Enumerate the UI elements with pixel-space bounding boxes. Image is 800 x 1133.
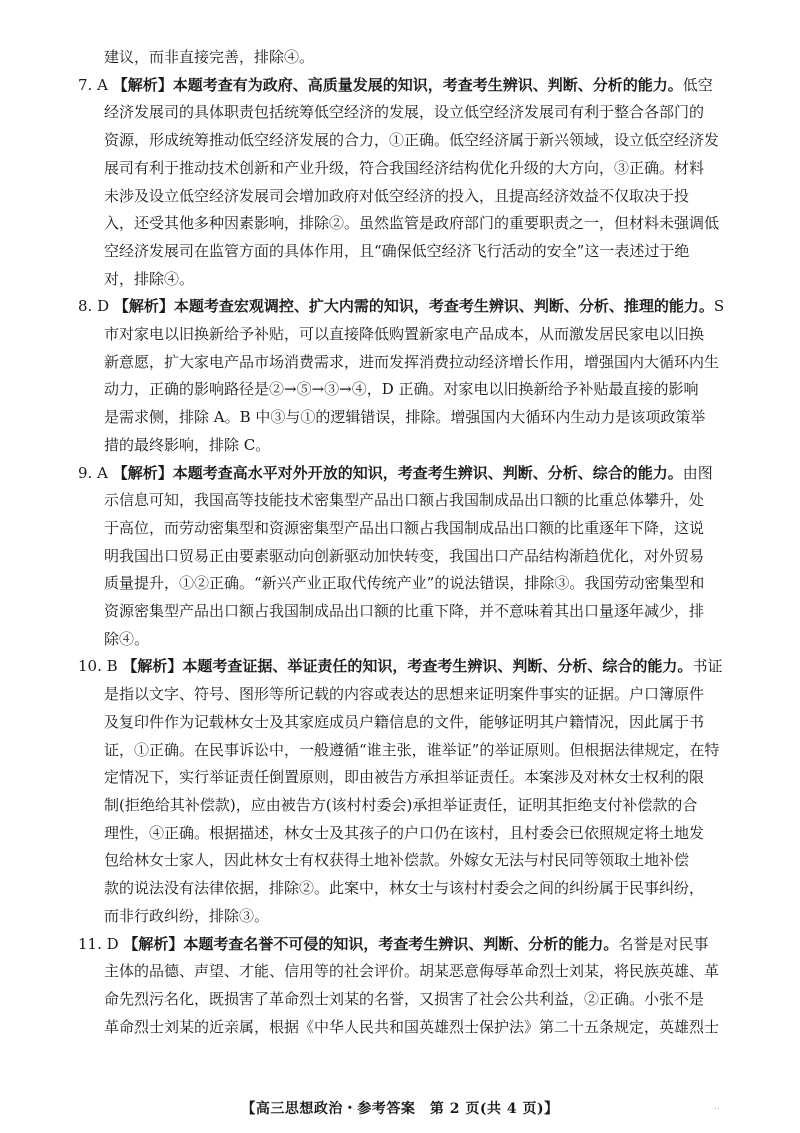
text-line — [78, 210, 726, 238]
text-line — [78, 376, 726, 404]
corner-mark: .. — [714, 1102, 720, 1112]
line-text: 展司有利于推动技术创新和产业升级，符合我国经济结构优化升级的大方向，③正确。材料 — [104, 158, 705, 177]
text-line — [78, 903, 726, 931]
line-text: 名誉是对民事 — [618, 934, 709, 953]
line-text: 书证 — [692, 657, 723, 676]
text-line — [78, 847, 726, 875]
analysis-heading: 【解析】本题考查宏观调控、扩大内需的知识，考查考生辨识、判断、分析、推理的能力。 — [113, 297, 714, 316]
text-line — [78, 349, 726, 377]
line-text: 款的说法没有法律依据，排除②。此案中，林女士与该村村委会之间的纠纷属于民事纠纷， — [104, 879, 705, 898]
line-text: 新意愿，扩大家电产品市场消费需求，进而发挥消费拉动经济增长作用，增强国内大循环内生 — [104, 352, 720, 371]
text-line — [78, 875, 726, 903]
line-text: 命先烈污名化，既损害了革命烈士刘某的名誉，又损害了社会公共利益，②正确。小张不是 — [104, 989, 705, 1008]
line-text: 及复印件作为记载林女士及其家庭成员户籍信息的文件，能够证明其户籍情况，因此属于书 — [104, 712, 705, 731]
text-line — [78, 598, 726, 626]
text-line — [78, 155, 726, 183]
line-text: 是需求侧，排除 A。B 中③与①的逻辑错误，排除。增强国内大循环内生动力是该项政策举 — [104, 408, 706, 427]
line-text: 动力，正确的影响路径是②→⑤→③→④，D 正确。对家电以旧换新给予补贴最直接的影响 — [104, 380, 699, 399]
line-text: 对，排除④。 — [104, 269, 195, 288]
line-text: 资源，形成统筹推动低空经济发展的合力，①正确。低空经济属于新兴领域，设立低空经济发 — [104, 131, 720, 150]
text-line — [78, 321, 726, 349]
question-answer: 11. D — [78, 934, 124, 953]
text-line — [78, 183, 726, 211]
analysis-heading: 【解析】本题考查名誉不可侵的知识，考查考生辨识、判断、分析的能力。 — [123, 934, 619, 953]
question-answer: 8. D — [78, 297, 114, 316]
analysis-heading: 【解析】本题考查有为政府、高质量发展的知识，考查考生辨识、判断、分析的能力。 — [112, 75, 683, 94]
text-line — [78, 1014, 726, 1042]
line-text: 主体的品德、声望、才能、信用等的社会评价。胡某恶意侮辱革命烈士刘某，将民族英雄、革 — [104, 962, 720, 981]
question-line — [78, 460, 726, 488]
question-answer: 7. A — [78, 75, 113, 94]
line-text: 质量提升，①②正确。“新兴产业正取代传统产业”的说法错误，排除③。我国劳动密集型和 — [104, 574, 705, 593]
line-text: 由图 — [682, 463, 713, 482]
text-line — [78, 432, 726, 460]
text-line — [78, 986, 726, 1014]
question-line — [78, 931, 726, 959]
text-line — [78, 570, 726, 598]
line-text: 证，①正确。在民事诉讼中，一般遵循“谁主张，谁举证”的举证原则。但根据法律规定，在特 — [104, 740, 720, 759]
question-line — [78, 72, 726, 100]
line-text: 除④。 — [104, 629, 150, 648]
text-line — [78, 626, 726, 654]
question-line — [78, 293, 726, 321]
line-text: 于高位，而劳动密集型和资源密集型产品出口额占我国制成品出口额的比重逐年下降，这说 — [104, 518, 705, 537]
text-line — [78, 238, 726, 266]
line-text: 理性，④正确。根据描述，林女士及其孩子的户口仍在该村，且村委会已依照规定将土地发 — [104, 823, 705, 842]
line-text: S — [713, 297, 725, 316]
line-text: 经济发展司的具体职责包括统筹低空经济的发展，设立低空经济发展司有利于整合各部门的 — [104, 103, 705, 122]
line-text: 革命烈士刘某的近亲属，根据《中华人民共和国英雄烈士保护法》第二十五条规定，英雄烈士 — [104, 1017, 720, 1036]
question-answer: 9. A — [78, 463, 113, 482]
text-line — [78, 737, 726, 765]
text-line — [78, 764, 726, 792]
text-line — [78, 792, 726, 820]
analysis-heading: 【解析】本题考查高水平对外开放的知识，考查考生辨识、判断、分析、综合的能力。 — [112, 463, 683, 482]
question-line — [78, 653, 726, 681]
answer-content — [78, 44, 726, 1041]
text-line — [78, 681, 726, 709]
text-line — [78, 99, 726, 127]
text-line — [78, 709, 726, 737]
line-text: 是指以文字、符号、图形等所记载的内容或表达的思想来证明案件事实的证据。户口簿原件 — [104, 685, 705, 704]
line-text: 定情况下，实行举证责任倒置原则，即由被告方承担举证责任。本案涉及对林女士权利的限 — [104, 768, 705, 787]
line-text: 包给林女士家人，因此林女士有权获得土地补偿款。外嫁女无法与村民同等领取土地补偿 — [104, 851, 690, 870]
line-text: 未涉及设立低空经济发展司会增加政府对低空经济的投入，且提高经济效益不仅取决于投 — [104, 186, 690, 205]
line-text: 而非行政纠纷，排除③。 — [104, 906, 270, 925]
text-line — [78, 958, 726, 986]
line-text: 空经济发展司在监管方面的具体作用，且“确保低空经济飞行活动的安全”这一表述过于绝 — [104, 241, 690, 260]
text-line — [78, 127, 726, 155]
line-text: 市对家电以旧换新给予补贴，可以直接降低购置新家电产品成本，从而激发居民家电以旧换 — [104, 325, 705, 344]
analysis-heading: 【解析】本题考查证据、举证责任的知识，考查考生辨识、判断、分析、综合的能力。 — [122, 657, 693, 676]
text-line — [78, 487, 726, 515]
text-line — [78, 266, 726, 294]
line-text: 措的最终影响，排除 C。 — [104, 435, 271, 454]
line-text: 资源密集型产品出口额占我国制成品出口额的比重下降，并不意味着其出口量逐年减少，排 — [104, 602, 705, 621]
text-line — [78, 820, 726, 848]
line-text: 制(拒绝给其补偿款)，应由被告方(该村村委会)承担举证责任，证明其拒绝支付补偿款的合 — [104, 795, 698, 814]
text-line — [78, 404, 726, 432]
line-text: 明我国出口贸易正由要素驱动向创新驱动加快转变，我国出口产品结构渐趋优化，对外贸易 — [104, 546, 705, 565]
line-text: 示信息可知，我国高等技能技术密集型产品出口额占我国制成品出口额的比重总体攀升，处 — [104, 491, 705, 510]
page-footer: 【高三思想政治・参考答案 第 2 页(共 4 页)】 — [241, 1101, 559, 1117]
line-text: 建议，而非直接完善，排除④。 — [104, 48, 315, 66]
line-text: 低空 — [682, 75, 713, 94]
line-text: 入，还受其他多种因素影响，排除②。虽然监管是政府部门的重要职责之一，但材料未强调低 — [104, 214, 720, 233]
question-answer: 10. B — [78, 657, 123, 676]
text-line — [78, 44, 726, 72]
text-line — [78, 543, 726, 571]
text-line — [78, 515, 726, 543]
